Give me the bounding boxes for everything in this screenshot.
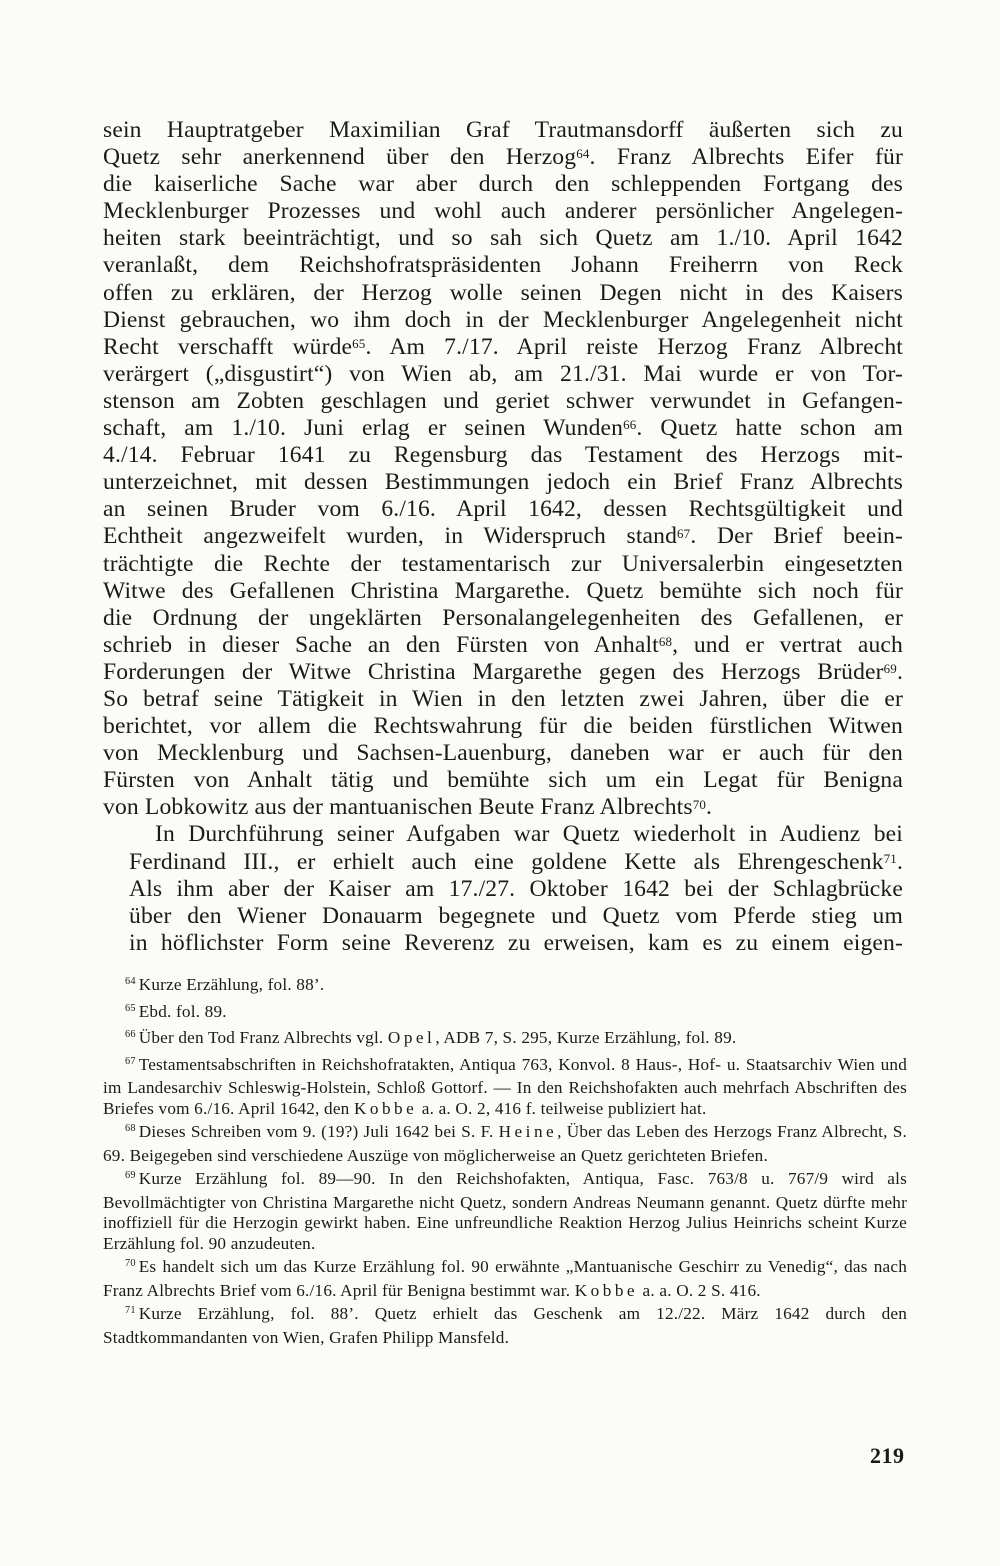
text-line: Echtheit angezweifelt wurden, in Widerspruch stand$^{67}$. Der Brief beein- xyxy=(103,523,903,550)
footnote-number: 71 xyxy=(125,1305,136,1317)
text-line: So betraf seine Tätigkeit in Wien in den letzten zwei Jahren, über die er xyxy=(103,685,903,712)
footnote-64: $^{64}$ Kurze Erzählung, fol. 88’. xyxy=(125,975,325,994)
footnote-67: $^{67}$ Testamentsabschriften in Reichshofratakten, Antiqua 763, Konvol. 8 Haus-, Hof- u. Staatsarchiv Wien und im Landesarchiv Schleswig-Holstein, Schloß Gottorf. — In den Reichshofakten auch mehrfach Abschriften des Briefes vom 6./16. April 1642, den Kobbe a. a. O. 2, 416 f. teilweise publiziert hat. xyxy=(103,1054,907,1118)
footnote-number: 67 xyxy=(125,1055,136,1067)
footnote-ref[interactable]: 66 xyxy=(623,417,637,433)
footnote-number: 69 xyxy=(125,1170,136,1182)
paragraph-1 xyxy=(103,117,903,821)
text-line: In Durchführung seiner Aufgaben war Quetz wiederholt in Audienz bei xyxy=(155,821,903,848)
author-name: Kobbe xyxy=(574,1280,639,1300)
footnote-ref[interactable]: 70 xyxy=(692,796,706,812)
text-line: schrieb in dieser Sache an den Fürsten von Anhalt$^{68}$, und er vertrat auch xyxy=(103,631,904,658)
footnote-ref[interactable]: 65 xyxy=(352,335,366,351)
footnote-number: 68 xyxy=(125,1123,136,1135)
text-line: Ferdinand III., er erhielt auch eine goldene Kette als Ehrengeschenk$^{71}$. xyxy=(129,848,903,875)
footnote-number: 64 xyxy=(125,976,136,988)
text-line: an seinen Bruder vom 6./16. April 1642, dessen Rechtsgültigkeit und xyxy=(103,496,903,523)
text-line: von Lobkowitz aus der mantuanischen Beute Franz Albrechts$^{70}$. xyxy=(103,794,713,821)
text-line: über den Wiener Donauarm begegnete und Quetz vom Pferde stieg um xyxy=(129,902,903,929)
author-name: Kobbe xyxy=(353,1098,418,1118)
text-line: die Ordnung der ungeklärten Personalangelegenheiten des Gefallenen, er xyxy=(103,604,903,631)
text-line: trächtigte die Rechte der testamentarisch zur Universalerbin eingesetzten xyxy=(103,550,903,577)
footnote-ref[interactable]: 67 xyxy=(677,525,691,541)
text-line: Dienst gebrauchen, wo ihm doch in der Mecklenburger Angelegenheit nicht xyxy=(103,306,903,333)
author-name: Opel xyxy=(387,1028,436,1047)
footnote-ref[interactable]: 68 xyxy=(658,633,673,649)
page-number: 219 xyxy=(870,1443,905,1468)
text-line: verärgert („disgustirt“) von Wien ab, am 21./31. Mai wurde er von Tor- xyxy=(103,360,903,387)
text-line: Mecklenburger Prozesses und wohl auch anderer persönlicher Angelegen- xyxy=(103,198,903,225)
footnote-65: $^{65}$ Ebd. fol. 89. xyxy=(125,1001,227,1021)
text-line: veranlaßt, dem Reichshofratspräsidenten Johann Freiherrn von Reck xyxy=(103,252,903,279)
text-line: offen zu erklären, der Herzog wolle seinen Degen nicht in des Kaisers xyxy=(103,279,903,306)
text-line: Witwe des Gefallenen Christina Margarethe. Quetz bemühte sich noch für xyxy=(103,577,903,604)
text-line: schaft, am 1./10. Juni erlag er seinen Wunden$^{66}$. Quetz hatte schon am xyxy=(103,415,903,442)
footnote-69: $^{69}$ Kurze Erzählung fol. 89—90. In den Reichshofakten, Antiqua, Fasc. 763/8 u. 767/9 wird als Bevollmächtigter von Christina Margarethe nicht Quetz, sondern Andreas Neumann genannt. Quetz dürfte mehr inoffiziell für die Herzogin gewirkt haben. Eine unfreundliche Reaktion Herzog Julius Heinrichs scheint Kurze Erzählung fol. 90 anzudeuten. xyxy=(103,1169,907,1253)
text-line: unterzeichnet, mit dessen Bestimmungen jedoch ein Brief Franz Albrechts xyxy=(103,469,903,496)
footnote-71: $^{71}$ Kurze Erzählung, fol. 88’. Quetz erhielt das Geschenk am 12./22. März 1642 durch den Stadtkommandanten von Wien, Grafen Philipp Mansfeld. xyxy=(103,1304,907,1347)
main-text xyxy=(103,117,903,957)
text-line: heiten stark beeinträchtigt, und so sah sich Quetz am 1./10. April 1642 xyxy=(103,225,903,252)
text-line: Forderungen der Witwe Christina Margarethe gegen des Herzogs Brüder$^{69}$. xyxy=(103,658,903,685)
footnote-68: $^{68}$ Dieses Schreiben vom 9. (19?) Juli 1642 bei S. F. Heine, Über das Leben des Herzogs Franz Albrecht, S. 69. Beigegeben sind verschiedene Auszüge von möglicherweise an Quetz gerichteten Briefen. xyxy=(103,1122,908,1165)
text-line: berichtet, vor allem die Rechtswahrung für die beiden fürstlichen Witwen xyxy=(103,713,903,740)
text-line: von Mecklenburg und Sachsen-Lauenburg, daneben war er auch für den xyxy=(103,740,903,767)
footnote-66: $^{66}$ Über den Tod Franz Albrechts vgl. Opel, ADB 7, S. 295, Kurze Erzählung, fol. 89. xyxy=(125,1028,737,1047)
footnote-number: 65 xyxy=(125,1002,136,1014)
text-line: in höflichster Form seine Reverenz zu erweisen, kam es zu einem eigen- xyxy=(129,929,903,956)
text-line: sein Hauptratgeber Maximilian Graf Trautmansdorff äußerten sich zu xyxy=(103,117,903,143)
footnote-70: $^{70}$ Es handelt sich um das Kurze Erzählung fol. 90 erwähnte „Mantuanische Geschirr zu Venedig“, das nach Franz Albrechts Brief vom 6./16. April für Benigna bestimmt war. Kobbe a. a. O. 2 S. 416. xyxy=(103,1257,907,1300)
footnote-number: 70 xyxy=(125,1258,136,1270)
text-line: Fürsten von Anhalt tätig und bemühte sich um ein Legat für Benigna xyxy=(103,767,903,794)
text-line: Quetz sehr anerkennend über den Herzog$^{64}$. Franz Albrechts Eifer für xyxy=(103,144,903,171)
paragraph-2 xyxy=(103,821,903,956)
text-line: Recht verschafft würde$^{65}$. Am 7./17. April reiste Herzog Franz Albrecht xyxy=(103,333,904,360)
text-line: die kaiserliche Sache war aber durch den schleppenden Fortgang des xyxy=(103,171,903,198)
footnote-ref[interactable]: 69 xyxy=(883,661,897,677)
footnotes xyxy=(103,975,907,1351)
author-name: Heine xyxy=(498,1122,558,1141)
footnote-ref[interactable]: 71 xyxy=(883,850,897,866)
text-line: 4./14. Februar 1641 zu Regensburg das Testament des Herzogs mit- xyxy=(103,442,903,469)
footnote-ref[interactable]: 64 xyxy=(576,146,590,162)
text-line: stenson am Zobten geschlagen und geriet schwer verwundet in Gefangen- xyxy=(103,387,903,414)
text-line: Als ihm aber der Kaiser am 17./27. Oktober 1642 bei der Schlagbrücke xyxy=(129,875,903,902)
footnote-number: 66 xyxy=(125,1029,136,1041)
